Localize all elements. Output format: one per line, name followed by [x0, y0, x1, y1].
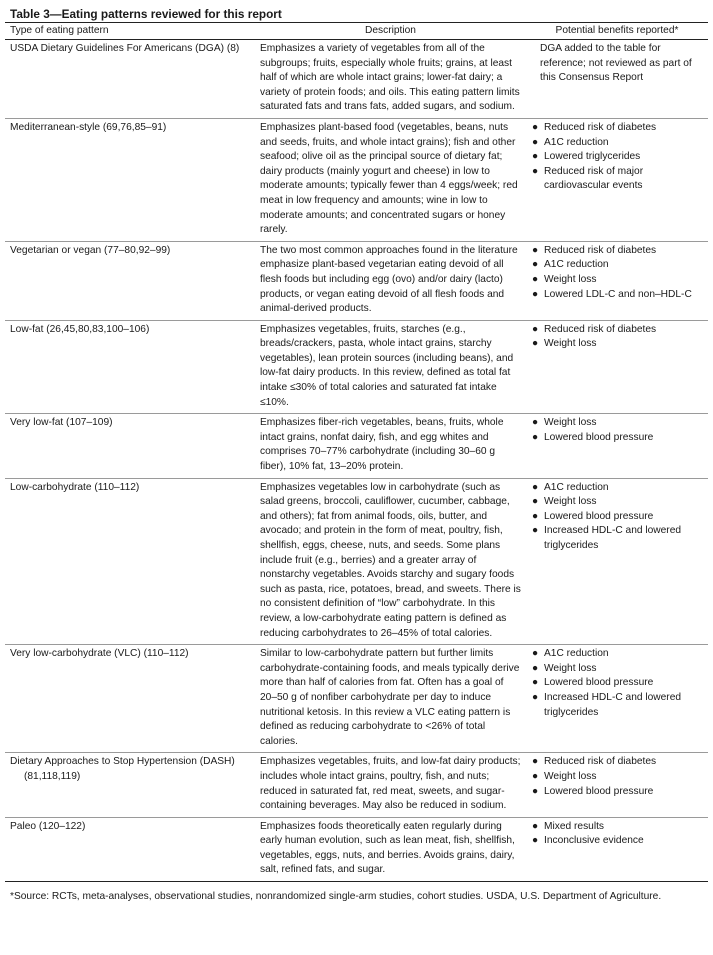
bullet-icon: ●: [532, 136, 539, 148]
benefit-item: [530, 785, 704, 800]
cell-benefits: [525, 40, 708, 119]
table-row: [5, 118, 708, 241]
cell-benefits: [525, 414, 708, 478]
table-row: [5, 817, 708, 881]
benefit-item: [530, 495, 704, 510]
benefit-item: [530, 273, 704, 288]
table-row: [5, 645, 708, 753]
table-row: [5, 320, 708, 414]
cell-description: Emphasizes vegetables, fruits, starches (e.g., breads/crackers, pasta, whole intact grains, starchy vegetables), lean protein sources (including beans), and low-fat dairy products. In this review, defined as total fat intake ≤30% of total calories and saturated fat intake ≤10%.: [255, 320, 525, 414]
table-header-row: [5, 23, 708, 40]
cell-benefits: [525, 241, 708, 320]
cell-eating-pattern-type: [5, 645, 255, 753]
benefit-item: [530, 150, 704, 165]
cell-benefits: [525, 118, 708, 241]
bullet-icon: ●: [532, 323, 539, 335]
benefit-text: Weight loss: [544, 770, 597, 782]
benefit-item: [530, 691, 704, 720]
table-body: [5, 40, 708, 882]
cell-eating-pattern-type: [5, 753, 255, 817]
eating-pattern-name: Mediterranean-style (69,76,85–91): [10, 121, 167, 133]
benefit-text: A1C reduction: [544, 136, 609, 148]
benefit-text: Weight loss: [544, 662, 597, 674]
header-benefits: Potential benefits reported*: [525, 23, 708, 40]
bullet-icon: ●: [532, 756, 539, 768]
benefits-list: [530, 416, 704, 445]
cell-eating-pattern-type: [5, 817, 255, 881]
bullet-icon: ●: [532, 525, 539, 537]
cell-description: Emphasizes plant-based food (vegetables, beans, nuts and seeds, fruits, and whole intact grains); fish and other seafood; olive oil as the principal source of dietary fat; dairy products (mainly yogurt and cheese) in low to moderate amounts; typically fewer than 4 eggs/week; red meat in low frequency and amounts; wine in low to moderate amounts; and concentrated sugars or honey rarely.: [255, 118, 525, 241]
benefit-item: [530, 676, 704, 691]
bullet-icon: ●: [532, 785, 539, 797]
benefit-item: [530, 323, 704, 338]
bullet-icon: ●: [532, 273, 539, 285]
benefit-text: Reduced risk of diabetes: [544, 756, 657, 768]
benefit-text: A1C reduction: [544, 259, 609, 271]
cell-description: Emphasizes foods theoretically eaten regularly during early human evolution, such as lean meat, fish, shellfish, vegetables, eggs, nuts, and berries. Avoids grains, dairy, salt, refined fats, and sugar.: [255, 817, 525, 881]
bullet-icon: ●: [532, 151, 539, 163]
benefit-item: [530, 165, 704, 194]
cell-eating-pattern-type: [5, 320, 255, 414]
table-footnote: *Source: RCTs, meta-analyses, observational studies, nonrandomized single-arm studies, cohort studies. USDA, U.S. Department of Agriculture.: [10, 891, 662, 903]
benefits-list: [530, 820, 704, 849]
eating-pattern-name: USDA Dietary Guidelines For Americans (DGA) (8): [10, 43, 240, 54]
table-row: [5, 241, 708, 320]
cell-eating-pattern-type: [5, 118, 255, 241]
benefit-item: [530, 770, 704, 785]
benefit-text: Lowered blood pressure: [544, 677, 654, 689]
cell-eating-pattern-type: [5, 414, 255, 478]
benefit-text: Reduced risk of major cardiovascular events: [544, 165, 644, 192]
eating-pattern-name: Paleo (120–122): [10, 820, 86, 832]
header-description: Description: [255, 23, 525, 40]
benefit-item: [530, 647, 704, 662]
table-row: [5, 414, 708, 478]
eating-patterns-table: [5, 22, 708, 882]
cell-description: The two most common approaches found in the literature emphasize plant-based vegetarian eating devoid of all flesh foods but including egg (ovo) and/or dairy (lacto) products, or vegan eating devoid of all flesh foods and animal-derived products.: [255, 241, 525, 320]
bullet-icon: ●: [532, 431, 539, 443]
benefit-text: Mixed results: [544, 820, 605, 832]
cell-eating-pattern-type: [5, 241, 255, 320]
cell-benefits: [525, 478, 708, 645]
bullet-icon: ●: [532, 662, 539, 674]
bullet-icon: ●: [532, 820, 539, 832]
bullet-icon: ●: [532, 481, 539, 493]
benefit-text: Weight loss: [544, 417, 597, 429]
benefit-item: [530, 820, 704, 835]
benefits-list: [530, 323, 704, 352]
benefit-item: [530, 288, 704, 303]
cell-eating-pattern-type: [5, 40, 255, 119]
benefit-text: Increased HDL-C and lowered triglycerides: [544, 525, 682, 551]
bullet-icon: ●: [532, 288, 539, 300]
benefit-text: Lowered blood pressure: [544, 510, 654, 522]
eating-pattern-name: Low-fat (26,45,80,83,100–106): [10, 323, 150, 335]
header-type: Type of eating pattern: [5, 23, 255, 40]
table-title: Table 3—Eating patterns reviewed for this report: [10, 7, 282, 21]
benefit-text: Reduced risk of diabetes: [544, 244, 657, 256]
cell-description: Emphasizes vegetables, fruits, and low-fat dairy products; includes whole intact grains, poultry, fish, and nuts; reduced in saturated fat, red meat, sweets, and sugar-containing beverages. May also be reduced in sodium.: [255, 753, 525, 817]
bullet-icon: ●: [532, 417, 539, 429]
cell-benefits: [525, 817, 708, 881]
cell-description: Emphasizes a variety of vegetables from all of the subgroups; fruits, especially whole fruits; grains, at least half of which are whole intact grains; lower-fat dairy; a variety of protein foods; and oils. This eating pattern limits saturated fats and trans fats, added sugars, and sodium.: [255, 40, 525, 119]
table-row: [5, 478, 708, 645]
bullet-icon: ●: [532, 770, 539, 782]
bullet-icon: ●: [532, 259, 539, 271]
benefit-text: Lowered blood pressure: [544, 431, 654, 443]
benefit-item: [530, 121, 704, 136]
benefit-item: [530, 337, 704, 352]
cell-description: Emphasizes fiber-rich vegetables, beans, fruits, whole intact grains, nonfat dairy, fish, and egg whites and comprises 70–77% carbohydrate (including 30–60 g fiber), 10% fat, 13–20% protein.: [255, 414, 525, 478]
cell-description: Emphasizes vegetables low in carbohydrate (such as salad greens, broccoli, cauliflower, cucumber, cabbage, and others); fat from animal foods, oils, butter, and avocado; and protein in the form of meat, poultry, fish, shellfish, eggs, cheese, nuts, and seeds. Some plans include fruit (e.g., berries) and a greater array of nonstarchy vegetables. Avoids starchy and sugary foods such as pasta, rice, potatoes, bread, and sweets. There is no consistent definition of “low” carbohydrate. In this review, a low-carbohydrate eating pattern is defined as reducing carbohydrates to 26–45% of total calories.: [255, 478, 525, 645]
benefits-list: [530, 647, 704, 720]
cell-benefits: [525, 645, 708, 753]
benefit-item: [530, 662, 704, 677]
bullet-icon: ●: [532, 691, 539, 703]
benefit-text: Weight loss: [544, 496, 597, 508]
benefit-item: [530, 416, 704, 431]
eating-pattern-name: Vegetarian or vegan (77–80,92–99): [10, 244, 171, 256]
benefit-item: [530, 524, 704, 553]
benefit-item: [530, 244, 704, 259]
benefit-text: Lowered triglycerides: [544, 151, 641, 163]
benefit-text: Inconclusive evidence: [544, 835, 644, 847]
benefit-item: [530, 755, 704, 770]
bullet-icon: ●: [532, 338, 539, 350]
benefit-text: Reduced risk of diabetes: [544, 121, 657, 133]
bullet-icon: ●: [532, 496, 539, 508]
bullet-icon: ●: [532, 677, 539, 689]
cell-benefits: [525, 320, 708, 414]
benefit-item: [530, 510, 704, 525]
benefit-text: Lowered LDL-C and non–HDL-C: [544, 288, 692, 300]
benefit-item: [530, 258, 704, 273]
bullet-icon: ●: [532, 121, 539, 133]
cell-eating-pattern-type: [5, 478, 255, 645]
benefits-list: [530, 121, 704, 194]
benefit-item: [530, 481, 704, 496]
bullet-icon: ●: [532, 648, 539, 660]
table-row: [5, 40, 708, 119]
table-row: [5, 753, 708, 817]
eating-pattern-name: Dietary Approaches to Stop Hypertension (DASH) (81,118,119): [10, 756, 235, 782]
benefit-text: Lowered blood pressure: [544, 785, 654, 797]
benefit-item: [530, 834, 704, 849]
cell-description: Similar to low-carbohydrate pattern but further limits carbohydrate-containing foods, and meals typically derive more than half of calories from fat. Often has a goal of 20–50 g of nonfiber carbohydrate per day to induce nutritional ketosis. In this review a VLC eating pattern is defined as reducing carbohydrate to <26% of total calories.: [255, 645, 525, 753]
benefit-text: A1C reduction: [544, 648, 609, 660]
benefits-list: [530, 755, 704, 799]
benefits-list: [530, 244, 704, 302]
eating-pattern-name: Very low-fat (107–109): [10, 417, 113, 429]
eating-pattern-name: Very low-carbohydrate (VLC) (110–112): [10, 648, 189, 660]
benefit-item: [530, 431, 704, 446]
benefit-text: Reduced risk of diabetes: [544, 323, 657, 335]
benefit-text: Weight loss: [544, 338, 597, 350]
benefit-text: Weight loss: [544, 273, 597, 285]
benefit-note: DGA added to the table for reference; not reviewed as part of this Consensus Report: [540, 43, 692, 84]
benefits-list: [530, 481, 704, 554]
cell-benefits: [525, 753, 708, 817]
bullet-icon: ●: [532, 835, 539, 847]
eating-pattern-name: Low-carbohydrate (110–112): [10, 481, 140, 493]
benefit-text: A1C reduction: [544, 481, 609, 493]
bullet-icon: ●: [532, 244, 539, 256]
bullet-icon: ●: [532, 165, 539, 177]
bullet-icon: ●: [532, 510, 539, 522]
benefit-text: Increased HDL-C and lowered triglycerides: [544, 691, 682, 718]
benefit-item: [530, 136, 704, 151]
